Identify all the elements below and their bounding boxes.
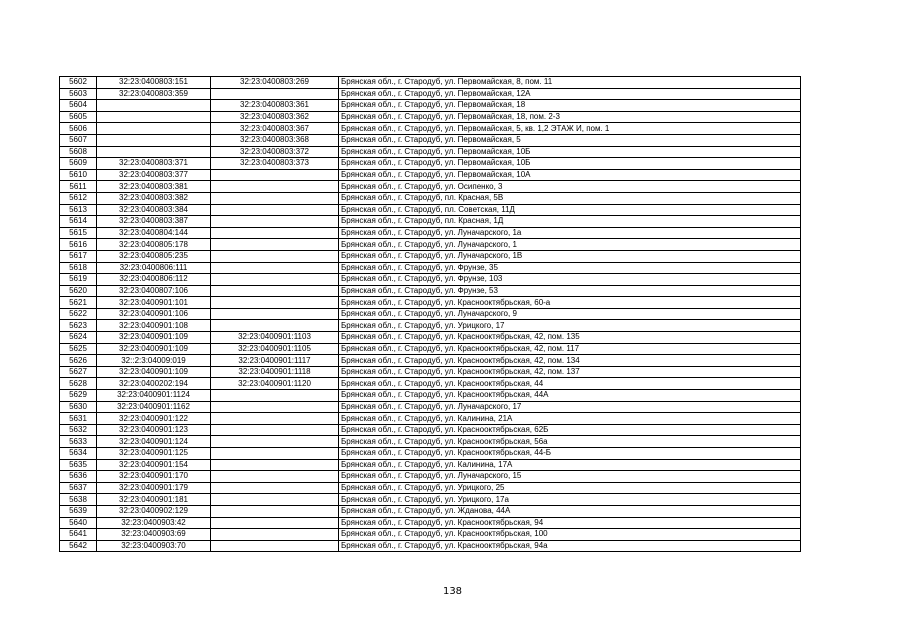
cell-address: Брянская обл., г. Стародуб, ул. Урицкого, 17 bbox=[339, 320, 801, 332]
cell-record-number: 5632 bbox=[60, 424, 97, 436]
cell-address: Брянская обл., г. Стародуб, ул. Урицкого, 17а bbox=[339, 494, 801, 506]
cell-address: Брянская обл., г. Стародуб, ул. Первомайская, 5, кв. 1,2 ЭТАЖ И, пом. 1 bbox=[339, 123, 801, 135]
table-row bbox=[60, 123, 801, 135]
cell-address: Брянская обл., г. Стародуб, ул. Первомайская, 8, пом. 11 bbox=[339, 77, 801, 89]
cell-address: Брянская обл., г. Стародуб, ул. Краснооктябрьская, 42, пом. 134 bbox=[339, 355, 801, 367]
cell-object-cadastral-number bbox=[211, 262, 339, 274]
cell-record-number: 5638 bbox=[60, 494, 97, 506]
cell-cadastral-number: 32:23:0400805:178 bbox=[97, 239, 211, 251]
table-row bbox=[60, 285, 801, 297]
table-row bbox=[60, 366, 801, 378]
cell-record-number: 5602 bbox=[60, 77, 97, 89]
cell-record-number: 5609 bbox=[60, 158, 97, 170]
cell-record-number: 5628 bbox=[60, 378, 97, 390]
table-row bbox=[60, 158, 801, 170]
cell-object-cadastral-number bbox=[211, 471, 339, 483]
cell-record-number: 5608 bbox=[60, 146, 97, 158]
table-row bbox=[60, 100, 801, 112]
cell-cadastral-number: 32::2:3:04009:019 bbox=[97, 355, 211, 367]
cell-record-number: 5613 bbox=[60, 204, 97, 216]
cell-object-cadastral-number bbox=[211, 216, 339, 228]
cell-address: Брянская обл., г. Стародуб, ул. Луначарского, 15 bbox=[339, 471, 801, 483]
cell-object-cadastral-number bbox=[211, 494, 339, 506]
cell-record-number: 5639 bbox=[60, 505, 97, 517]
cell-address: Брянская обл., г. Стародуб, ул. Краснооктябрьская, 94 bbox=[339, 517, 801, 529]
cell-address: Брянская обл., г. Стародуб, ул. Осипенко, 3 bbox=[339, 181, 801, 193]
table-row bbox=[60, 471, 801, 483]
table-row bbox=[60, 169, 801, 181]
cell-object-cadastral-number bbox=[211, 204, 339, 216]
cell-record-number: 5629 bbox=[60, 390, 97, 402]
cell-object-cadastral-number bbox=[211, 529, 339, 541]
cell-record-number: 5612 bbox=[60, 192, 97, 204]
registry-table bbox=[59, 76, 801, 552]
table-row bbox=[60, 88, 801, 100]
cell-cadastral-number: 32:23:0400803:377 bbox=[97, 169, 211, 181]
cell-address: Брянская обл., г. Стародуб, ул. Краснооктябрьская, 42, пом. 117 bbox=[339, 343, 801, 355]
cell-record-number: 5624 bbox=[60, 332, 97, 344]
cell-object-cadastral-number: 32:23:0400803:368 bbox=[211, 134, 339, 146]
cell-address: Брянская обл., г. Стародуб, пл. Советская, 11Д bbox=[339, 204, 801, 216]
cell-address: Брянская обл., г. Стародуб, пл. Красная, 1Д bbox=[339, 216, 801, 228]
cell-cadastral-number: 32:23:0400202:194 bbox=[97, 378, 211, 390]
table-row bbox=[60, 297, 801, 309]
table-row bbox=[60, 146, 801, 158]
cell-cadastral-number: 32:23:0400803:381 bbox=[97, 181, 211, 193]
cell-cadastral-number: 32:23:0400901:1124 bbox=[97, 390, 211, 402]
cell-cadastral-number: 32:23:0400901:170 bbox=[97, 471, 211, 483]
table-row bbox=[60, 343, 801, 355]
cell-record-number: 5636 bbox=[60, 471, 97, 483]
cell-record-number: 5610 bbox=[60, 169, 97, 181]
cell-cadastral-number: 32:23:0400901:109 bbox=[97, 343, 211, 355]
cell-cadastral-number bbox=[97, 146, 211, 158]
cell-record-number: 5623 bbox=[60, 320, 97, 332]
cell-address: Брянская обл., г. Стародуб, ул. Краснооктябрьская, 42, пом. 135 bbox=[339, 332, 801, 344]
table-row bbox=[60, 517, 801, 529]
cell-address: Брянская обл., г. Стародуб, ул. Луначарского, 9 bbox=[339, 308, 801, 320]
table-row bbox=[60, 390, 801, 402]
cell-address: Брянская обл., г. Стародуб, ул. Первомайская, 10А bbox=[339, 169, 801, 181]
cell-cadastral-number: 32:23:0400901:109 bbox=[97, 332, 211, 344]
cell-object-cadastral-number: 32:23:0400803:367 bbox=[211, 123, 339, 135]
cell-cadastral-number: 32:23:0400804:144 bbox=[97, 227, 211, 239]
cell-cadastral-number: 32:23:0400901:1162 bbox=[97, 401, 211, 413]
cell-address: Брянская обл., г. Стародуб, ул. Первомайская, 5 bbox=[339, 134, 801, 146]
table-row bbox=[60, 448, 801, 460]
cell-object-cadastral-number bbox=[211, 169, 339, 181]
cell-address: Брянская обл., г. Стародуб, ул. Краснооктябрьская, 42, пом. 137 bbox=[339, 366, 801, 378]
cell-object-cadastral-number bbox=[211, 320, 339, 332]
cell-cadastral-number bbox=[97, 134, 211, 146]
cell-record-number: 5630 bbox=[60, 401, 97, 413]
table-row bbox=[60, 216, 801, 228]
cell-object-cadastral-number: 32:23:0400803:269 bbox=[211, 77, 339, 89]
table-row bbox=[60, 482, 801, 494]
cell-cadastral-number: 32:23:0400805:235 bbox=[97, 250, 211, 262]
cell-object-cadastral-number: 32:23:0400901:1117 bbox=[211, 355, 339, 367]
cell-cadastral-number: 32:23:0400803:371 bbox=[97, 158, 211, 170]
table-row bbox=[60, 320, 801, 332]
table-row bbox=[60, 77, 801, 89]
cell-address: Брянская обл., г. Стародуб, ул. Калинина, 17А bbox=[339, 459, 801, 471]
cell-object-cadastral-number: 32:23:0400901:1118 bbox=[211, 366, 339, 378]
table-row bbox=[60, 192, 801, 204]
cell-object-cadastral-number bbox=[211, 448, 339, 460]
cell-object-cadastral-number bbox=[211, 505, 339, 517]
cell-cadastral-number: 32:23:0400806:111 bbox=[97, 262, 211, 274]
cell-cadastral-number: 32:23:0400901:108 bbox=[97, 320, 211, 332]
cell-address: Брянская обл., г. Стародуб, ул. Фрунзе, 53 bbox=[339, 285, 801, 297]
cell-object-cadastral-number bbox=[211, 250, 339, 262]
cell-object-cadastral-number: 32:23:0400901:1120 bbox=[211, 378, 339, 390]
cell-address: Брянская обл., г. Стародуб, ул. Луначарского, 1 bbox=[339, 239, 801, 251]
cell-record-number: 5603 bbox=[60, 88, 97, 100]
cell-object-cadastral-number bbox=[211, 88, 339, 100]
cell-address: Брянская обл., г. Стародуб, ул. Краснооктябрьская, 44-Б bbox=[339, 448, 801, 460]
cell-cadastral-number: 32:23:0400903:70 bbox=[97, 540, 211, 552]
cell-cadastral-number: 32:23:0400901:181 bbox=[97, 494, 211, 506]
table-row bbox=[60, 181, 801, 193]
table-row bbox=[60, 505, 801, 517]
table-row bbox=[60, 494, 801, 506]
cell-cadastral-number: 32:23:0400803:382 bbox=[97, 192, 211, 204]
cell-cadastral-number: 32:23:0400803:359 bbox=[97, 88, 211, 100]
cell-object-cadastral-number bbox=[211, 192, 339, 204]
table-row bbox=[60, 134, 801, 146]
cell-record-number: 5620 bbox=[60, 285, 97, 297]
cell-object-cadastral-number bbox=[211, 308, 339, 320]
cell-address: Брянская обл., г. Стародуб, ул. Калинина, 21А bbox=[339, 413, 801, 425]
cell-cadastral-number bbox=[97, 111, 211, 123]
cell-object-cadastral-number bbox=[211, 274, 339, 286]
cell-record-number: 5634 bbox=[60, 448, 97, 460]
cell-record-number: 5615 bbox=[60, 227, 97, 239]
cell-record-number: 5640 bbox=[60, 517, 97, 529]
cell-address: Брянская обл., г. Стародуб, ул. Краснооктябрьская, 94а bbox=[339, 540, 801, 552]
cell-cadastral-number: 32:23:0400806:112 bbox=[97, 274, 211, 286]
table-row bbox=[60, 355, 801, 367]
cell-record-number: 5611 bbox=[60, 181, 97, 193]
table-row bbox=[60, 529, 801, 541]
cell-record-number: 5607 bbox=[60, 134, 97, 146]
table-row bbox=[60, 413, 801, 425]
cell-object-cadastral-number: 32:23:0400901:1105 bbox=[211, 343, 339, 355]
cell-object-cadastral-number bbox=[211, 517, 339, 529]
table-row bbox=[60, 436, 801, 448]
cell-object-cadastral-number bbox=[211, 436, 339, 448]
cell-record-number: 5627 bbox=[60, 366, 97, 378]
cell-object-cadastral-number: 32:23:0400901:1103 bbox=[211, 332, 339, 344]
cell-cadastral-number: 32:23:0400901:124 bbox=[97, 436, 211, 448]
cell-record-number: 5606 bbox=[60, 123, 97, 135]
cell-object-cadastral-number bbox=[211, 227, 339, 239]
table-row bbox=[60, 401, 801, 413]
table-row bbox=[60, 227, 801, 239]
cell-cadastral-number: 32:23:0400901:179 bbox=[97, 482, 211, 494]
cell-record-number: 5637 bbox=[60, 482, 97, 494]
cell-address: Брянская обл., г. Стародуб, ул. Луначарского, 1а bbox=[339, 227, 801, 239]
cell-record-number: 5625 bbox=[60, 343, 97, 355]
table-row bbox=[60, 540, 801, 552]
table-row bbox=[60, 239, 801, 251]
cell-cadastral-number: 32:23:0400901:109 bbox=[97, 366, 211, 378]
cell-address: Брянская обл., г. Стародуб, ул. Первомайская, 12А bbox=[339, 88, 801, 100]
cell-record-number: 5626 bbox=[60, 355, 97, 367]
table-row bbox=[60, 459, 801, 471]
cell-cadastral-number: 32:23:0400901:106 bbox=[97, 308, 211, 320]
cell-record-number: 5618 bbox=[60, 262, 97, 274]
cell-address: Брянская обл., г. Стародуб, ул. Первомайская, 18 bbox=[339, 100, 801, 112]
cell-record-number: 5614 bbox=[60, 216, 97, 228]
cell-cadastral-number: 32:23:0400901:154 bbox=[97, 459, 211, 471]
table-row bbox=[60, 424, 801, 436]
cell-address: Брянская обл., г. Стародуб, ул. Жданова, 44А bbox=[339, 505, 801, 517]
cell-object-cadastral-number bbox=[211, 181, 339, 193]
cell-record-number: 5619 bbox=[60, 274, 97, 286]
cell-address: Брянская обл., г. Стародуб, ул. Краснооктябрьская, 44А bbox=[339, 390, 801, 402]
cell-cadastral-number: 32:23:0400901:123 bbox=[97, 424, 211, 436]
cell-object-cadastral-number bbox=[211, 413, 339, 425]
cell-address: Брянская обл., г. Стародуб, ул. Фрунзе, 103 bbox=[339, 274, 801, 286]
cell-record-number: 5633 bbox=[60, 436, 97, 448]
cell-record-number: 5631 bbox=[60, 413, 97, 425]
table-row bbox=[60, 111, 801, 123]
cell-address: Брянская обл., г. Стародуб, ул. Краснооктябрьская, 60-а bbox=[339, 297, 801, 309]
cell-cadastral-number bbox=[97, 123, 211, 135]
page-number: 138 bbox=[442, 586, 463, 597]
cell-address: Брянская обл., г. Стародуб, ул. Урицкого, 25 bbox=[339, 482, 801, 494]
cell-cadastral-number: 32:23:0400901:122 bbox=[97, 413, 211, 425]
cell-cadastral-number bbox=[97, 100, 211, 112]
table-row bbox=[60, 262, 801, 274]
registry-table-body bbox=[60, 77, 801, 552]
cell-address: Брянская обл., г. Стародуб, ул. Луначарского, 17 bbox=[339, 401, 801, 413]
cell-record-number: 5604 bbox=[60, 100, 97, 112]
cell-cadastral-number: 32:23:0400803:387 bbox=[97, 216, 211, 228]
table-row bbox=[60, 378, 801, 390]
cell-object-cadastral-number: 32:23:0400803:372 bbox=[211, 146, 339, 158]
table-row bbox=[60, 204, 801, 216]
cell-record-number: 5617 bbox=[60, 250, 97, 262]
cell-object-cadastral-number: 32:23:0400803:362 bbox=[211, 111, 339, 123]
cell-address: Брянская обл., г. Стародуб, пл. Красная, 5В bbox=[339, 192, 801, 204]
cell-address: Брянская обл., г. Стародуб, ул. Краснооктябрьская, 44 bbox=[339, 378, 801, 390]
cell-record-number: 5635 bbox=[60, 459, 97, 471]
table-row bbox=[60, 250, 801, 262]
table-row bbox=[60, 332, 801, 344]
cell-address: Брянская обл., г. Стародуб, ул. Луначарского, 1В bbox=[339, 250, 801, 262]
cell-object-cadastral-number bbox=[211, 239, 339, 251]
cell-object-cadastral-number: 32:23:0400803:373 bbox=[211, 158, 339, 170]
cell-address: Брянская обл., г. Стародуб, ул. Краснооктябрьская, 100 bbox=[339, 529, 801, 541]
cell-object-cadastral-number bbox=[211, 297, 339, 309]
cell-object-cadastral-number bbox=[211, 424, 339, 436]
cell-cadastral-number: 32:23:0400901:125 bbox=[97, 448, 211, 460]
table-row bbox=[60, 274, 801, 286]
cell-record-number: 5621 bbox=[60, 297, 97, 309]
cell-address: Брянская обл., г. Стародуб, ул. Первомайская, 18, пом. 2-3 bbox=[339, 111, 801, 123]
cell-cadastral-number: 32:23:0400901:101 bbox=[97, 297, 211, 309]
cell-cadastral-number: 32:23:0400902:129 bbox=[97, 505, 211, 517]
cell-cadastral-number: 32:23:0400903:42 bbox=[97, 517, 211, 529]
cell-address: Брянская обл., г. Стародуб, ул. Фрунзе, 35 bbox=[339, 262, 801, 274]
cell-record-number: 5616 bbox=[60, 239, 97, 251]
cell-cadastral-number: 32:23:0400903:69 bbox=[97, 529, 211, 541]
cell-address: Брянская обл., г. Стародуб, ул. Первомайская, 10Б bbox=[339, 146, 801, 158]
cell-cadastral-number: 32:23:0400807:106 bbox=[97, 285, 211, 297]
cell-object-cadastral-number bbox=[211, 459, 339, 471]
cell-cadastral-number: 32:23:0400803:151 bbox=[97, 77, 211, 89]
cell-record-number: 5605 bbox=[60, 111, 97, 123]
cell-object-cadastral-number bbox=[211, 540, 339, 552]
cell-cadastral-number: 32:23:0400803:384 bbox=[97, 204, 211, 216]
cell-address: Брянская обл., г. Стародуб, ул. Краснооктябрьская, 56а bbox=[339, 436, 801, 448]
cell-object-cadastral-number bbox=[211, 285, 339, 297]
cell-record-number: 5641 bbox=[60, 529, 97, 541]
cell-object-cadastral-number: 32:23:0400803:361 bbox=[211, 100, 339, 112]
cell-object-cadastral-number bbox=[211, 390, 339, 402]
cell-object-cadastral-number bbox=[211, 482, 339, 494]
cell-record-number: 5622 bbox=[60, 308, 97, 320]
table-row bbox=[60, 308, 801, 320]
cell-address: Брянская обл., г. Стародуб, ул. Краснооктябрьская, 62Б bbox=[339, 424, 801, 436]
cell-address: Брянская обл., г. Стародуб, ул. Первомайская, 10Б bbox=[339, 158, 801, 170]
cell-object-cadastral-number bbox=[211, 401, 339, 413]
cell-record-number: 5642 bbox=[60, 540, 97, 552]
